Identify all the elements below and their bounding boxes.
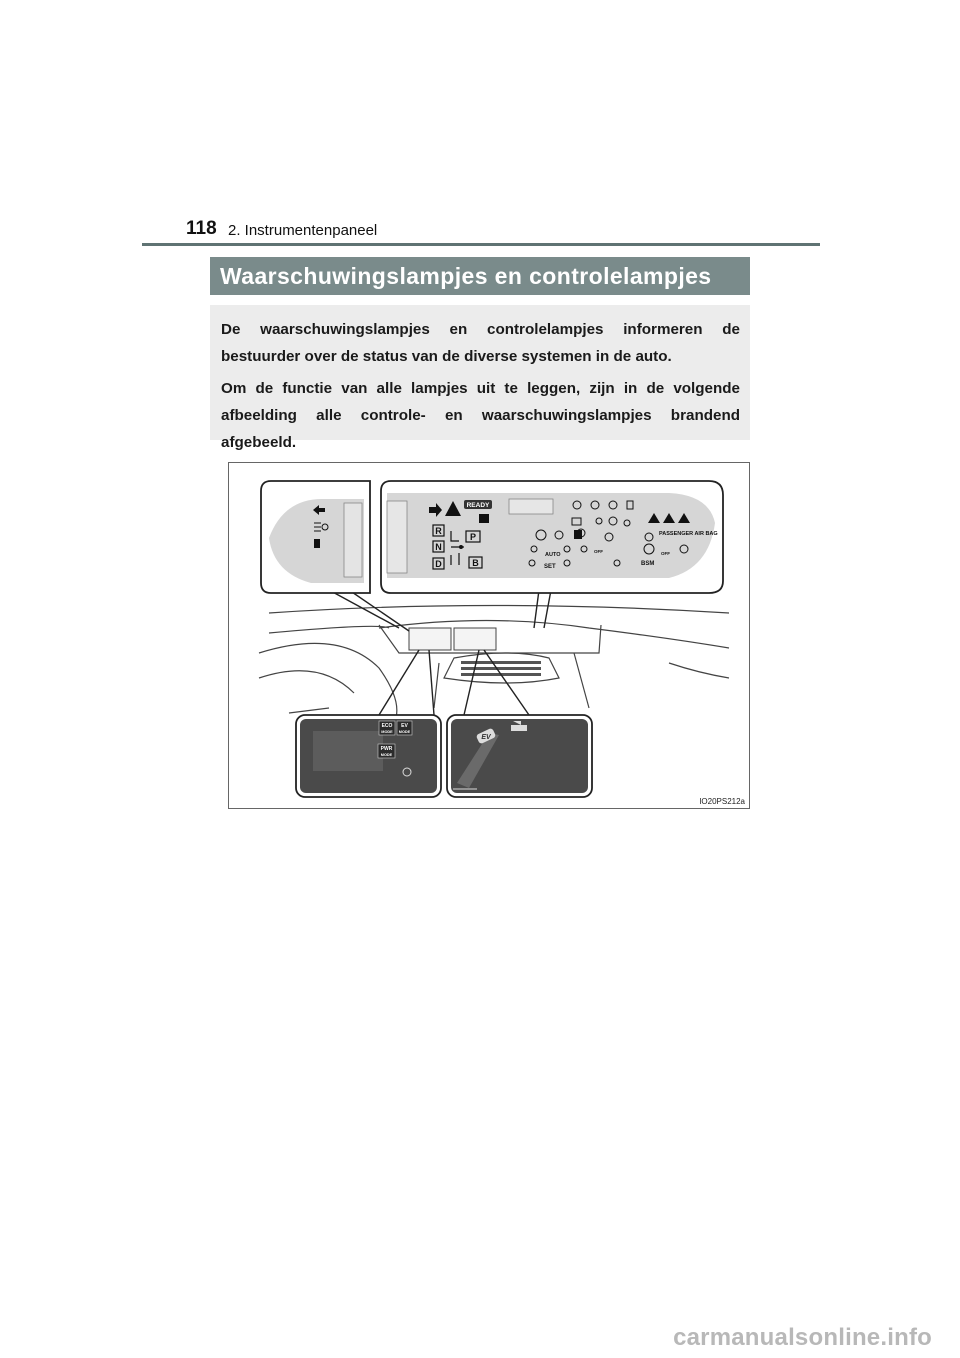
intro-box [210, 305, 750, 451]
figure-code: IO20PS212a [699, 797, 745, 806]
eco-label: ECO [381, 723, 393, 729]
watermark: carmanualsonline.info [673, 1324, 932, 1351]
ev-label: EV [401, 723, 408, 729]
shift-p-label: P [469, 532, 477, 542]
fuel-icon [314, 539, 320, 548]
pwr-mode-label: MODE [380, 753, 393, 757]
section-title: Waarschuwingslampjes en controlelampjes [210, 257, 750, 295]
off-label-2: OFF [661, 551, 670, 556]
shift-n-label: N [435, 542, 442, 552]
callout-mode-indicators [296, 715, 441, 797]
passenger-airbag-label: PASSENGER AIR BAG [659, 531, 718, 537]
shift-d-label: D [435, 559, 442, 569]
auto-label: AUTO [545, 552, 561, 558]
ev-badge-label: EV [481, 734, 491, 741]
callout-left-meter [261, 481, 370, 593]
callout-main-meter [381, 481, 723, 593]
off-label-1: OFF [594, 549, 603, 554]
chapter-title: 2. Instrumentenpaneel [228, 222, 378, 239]
set-label: SET [544, 564, 556, 570]
dashboard-illustration [229, 463, 749, 808]
eco-mode-label: MODE [381, 730, 393, 734]
header-rule [142, 243, 820, 246]
page-number: 118 [186, 218, 217, 239]
shift-b-label: B [472, 558, 479, 568]
callout-ev-indicator [447, 715, 592, 797]
intro-paragraph-1: De waarschuwingslampjes en controlelampjes informeren de bestuurder over de status van de diverse systemen in de auto. [221, 321, 740, 365]
pwr-label: PWR [380, 746, 393, 752]
lock-icon [479, 514, 489, 523]
intro-paragraph-2: Om de functie van alle lampjes uit te leggen, zijn in de volgende afbeelding alle controle- en waarschuwingslampjes brandend afgebeeld. [221, 380, 740, 451]
ready-label: READY [466, 502, 490, 509]
ev-mode-label: MODE [398, 730, 411, 734]
bsm-label: BSM [641, 561, 655, 567]
shift-r-label: R [435, 526, 442, 536]
seatbelt-icons [648, 513, 690, 523]
instrument-panel-figure [228, 462, 750, 809]
